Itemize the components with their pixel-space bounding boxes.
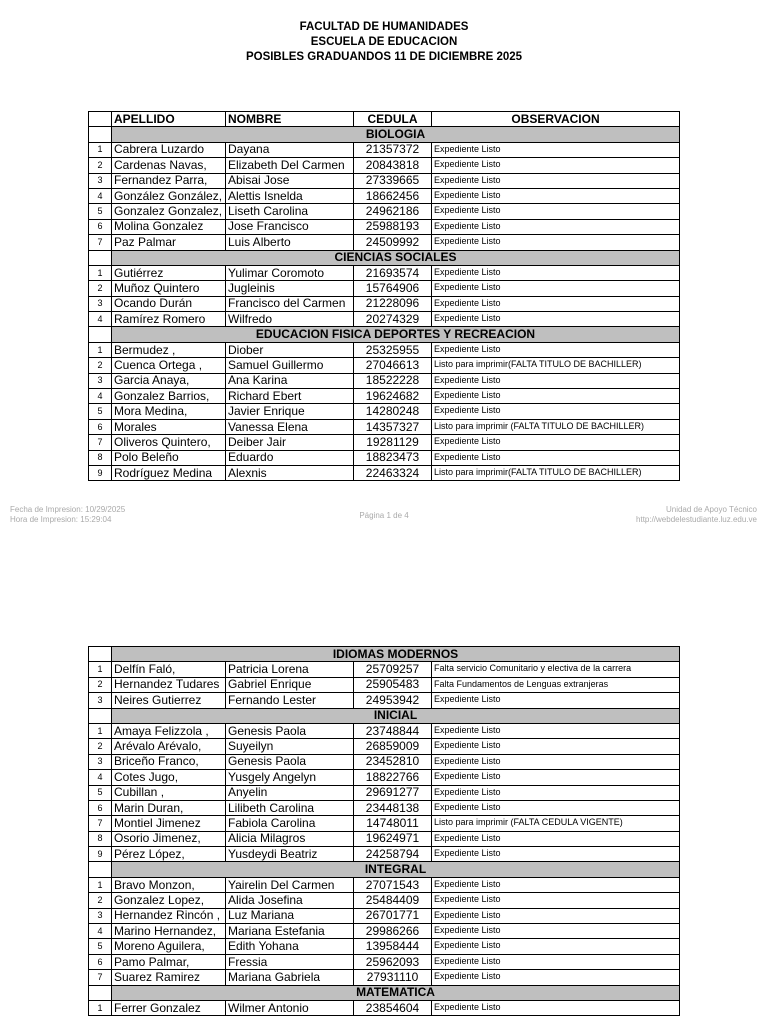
section-number-cell bbox=[89, 647, 112, 662]
cedula-cell: 27931110 bbox=[354, 970, 432, 985]
faculty-title: FACULTAD DE HUMANIDADES bbox=[299, 21, 469, 33]
row-number: 4 bbox=[89, 389, 112, 404]
nombre-cell: Ana Karina bbox=[226, 373, 354, 388]
nombre-cell: Suyeilyn bbox=[226, 739, 354, 754]
apellido-cell: Marin Duran, bbox=[112, 800, 226, 815]
cedula-cell: 23748844 bbox=[354, 723, 432, 738]
graduates-title: POSIBLES GRADUANDOS 11 DE DICIEMBRE 2025 bbox=[245, 51, 523, 63]
apellido-cell: Paz Palmar bbox=[112, 235, 226, 250]
nombre-header: NOMBRE bbox=[226, 112, 354, 127]
nombre-cell: Samuel Guillermo bbox=[226, 358, 354, 373]
row-number: 1 bbox=[89, 662, 112, 677]
row-number: 3 bbox=[89, 296, 112, 311]
observacion-cell: Expediente Listo bbox=[432, 158, 680, 173]
row-number: 9 bbox=[89, 465, 112, 480]
observacion-cell: Expediente Listo bbox=[432, 770, 680, 785]
apellido-cell: Molina Gonzalez bbox=[112, 219, 226, 234]
nombre-cell: Jose Francisco bbox=[226, 219, 354, 234]
apellido-cell: Pamo Palmar, bbox=[112, 954, 226, 969]
nombre-cell: Liseth Carolina bbox=[226, 204, 354, 219]
section-title: MATEMATICA bbox=[112, 985, 680, 1000]
apellido-header: APELLIDO bbox=[112, 112, 226, 127]
row-number: 7 bbox=[89, 970, 112, 985]
nombre-cell: Alida Josefina bbox=[226, 893, 354, 908]
cedula-cell: 29986266 bbox=[354, 924, 432, 939]
section-row bbox=[89, 985, 680, 1000]
row-number: 6 bbox=[89, 219, 112, 234]
cedula-cell: 14748011 bbox=[354, 816, 432, 831]
section-row bbox=[89, 250, 680, 265]
row-number: 5 bbox=[89, 785, 112, 800]
apellido-cell: Polo Beleño bbox=[112, 450, 226, 465]
observacion-cell: Expediente Listo bbox=[432, 435, 680, 450]
apellido-cell: Bravo Monzon, bbox=[112, 877, 226, 892]
table-row bbox=[89, 908, 680, 923]
section-title: INTEGRAL bbox=[112, 862, 680, 877]
row-number: 3 bbox=[89, 908, 112, 923]
section-number-cell bbox=[89, 862, 112, 877]
table-row bbox=[89, 142, 680, 157]
page-number: Página 1 de 4 bbox=[359, 511, 409, 520]
apellido-cell: Moreno Aguilera, bbox=[112, 939, 226, 954]
row-number: 2 bbox=[89, 158, 112, 173]
row-number: 3 bbox=[89, 173, 112, 188]
apellido-cell: Gutiérrez bbox=[112, 265, 226, 280]
observacion-cell: Expediente Listo bbox=[432, 877, 680, 892]
section-row bbox=[89, 327, 680, 342]
row-number: 7 bbox=[89, 435, 112, 450]
table-row bbox=[89, 662, 680, 677]
section-title: CIENCIAS SOCIALES bbox=[112, 250, 680, 265]
apellido-cell: Neires Gutierrez bbox=[112, 693, 226, 708]
row-number: 4 bbox=[89, 770, 112, 785]
table-row bbox=[89, 877, 680, 892]
section-row bbox=[89, 647, 680, 662]
row-number: 8 bbox=[89, 831, 112, 846]
table-row bbox=[89, 188, 680, 203]
cedula-cell: 19624682 bbox=[354, 389, 432, 404]
table-row bbox=[89, 235, 680, 250]
row-number: 1 bbox=[89, 142, 112, 157]
apellido-cell: Gonzalez Gonzalez, bbox=[112, 204, 226, 219]
table-row bbox=[89, 450, 680, 465]
cedula-cell: 26701771 bbox=[354, 908, 432, 923]
apellido-cell: Delfín Faló, bbox=[112, 662, 226, 677]
table-row bbox=[89, 924, 680, 939]
observacion-header: OBSERVACION bbox=[432, 112, 680, 127]
apellido-cell: Briceño Franco, bbox=[112, 754, 226, 769]
table-row bbox=[89, 693, 680, 708]
nombre-cell: Alexnis bbox=[226, 465, 354, 480]
row-number: 9 bbox=[89, 847, 112, 862]
apellido-cell: Garcia Anaya, bbox=[112, 373, 226, 388]
observacion-cell: Listo para imprimir (FALTA CEDULA VIGENTE) bbox=[432, 816, 680, 831]
table-row bbox=[89, 158, 680, 173]
support-url: http://webdelestudiante.luz.edu.ve bbox=[636, 515, 757, 524]
cedula-cell: 22463324 bbox=[354, 465, 432, 480]
support-unit: Unidad de Apoyo Técnico bbox=[665, 505, 757, 514]
cedula-cell: 23854604 bbox=[354, 1000, 432, 1015]
observacion-cell: Expediente Listo bbox=[432, 281, 680, 296]
table-row bbox=[89, 373, 680, 388]
nombre-cell: Wilmer Antonio bbox=[226, 1000, 354, 1015]
apellido-cell: Amaya Felizzola , bbox=[112, 723, 226, 738]
table-row bbox=[89, 785, 680, 800]
cedula-cell: 21228096 bbox=[354, 296, 432, 311]
nombre-cell: Fabiola Carolina bbox=[226, 816, 354, 831]
section-row bbox=[89, 127, 680, 142]
table-row bbox=[89, 1000, 680, 1015]
cedula-cell: 27339665 bbox=[354, 173, 432, 188]
nombre-cell: Alicia Milagros bbox=[226, 831, 354, 846]
section-row bbox=[89, 708, 680, 723]
row-number: 1 bbox=[89, 1000, 112, 1015]
apellido-cell: Suarez Ramirez bbox=[112, 970, 226, 985]
table-row bbox=[89, 435, 680, 450]
row-number: 2 bbox=[89, 358, 112, 373]
observacion-cell: Expediente Listo bbox=[432, 342, 680, 357]
observacion-cell: Expediente Listo bbox=[432, 847, 680, 862]
nombre-cell: Mariana Estefania bbox=[226, 924, 354, 939]
row-number: 8 bbox=[89, 450, 112, 465]
nombre-cell: Diober bbox=[226, 342, 354, 357]
cedula-cell: 19624971 bbox=[354, 831, 432, 846]
graduates-table-page-1 bbox=[88, 111, 680, 481]
observacion-cell: Expediente Listo bbox=[432, 908, 680, 923]
observacion-cell: Expediente Listo bbox=[432, 265, 680, 280]
observacion-cell: Expediente Listo bbox=[432, 800, 680, 815]
table-row bbox=[89, 800, 680, 815]
cedula-cell: 18662456 bbox=[354, 188, 432, 203]
nombre-cell: Fressia bbox=[226, 954, 354, 969]
apellido-cell: Hernandez Rincón , bbox=[112, 908, 226, 923]
table-row bbox=[89, 173, 680, 188]
table-row bbox=[89, 847, 680, 862]
cedula-cell: 21357372 bbox=[354, 142, 432, 157]
observacion-cell: Falta Fundamentos de Lenguas extranjeras bbox=[432, 677, 680, 692]
cedula-cell: 23448138 bbox=[354, 800, 432, 815]
apellido-cell: Cuenca Ortega , bbox=[112, 358, 226, 373]
apellido-cell: Ramírez Romero bbox=[112, 312, 226, 327]
observacion-cell: Expediente Listo bbox=[432, 939, 680, 954]
nombre-cell: Deiber Jair bbox=[226, 435, 354, 450]
nombre-cell: Jugleinis bbox=[226, 281, 354, 296]
apellido-cell: Rodríguez Medina bbox=[112, 465, 226, 480]
apellido-cell: Cotes Jugo, bbox=[112, 770, 226, 785]
row-number: 5 bbox=[89, 204, 112, 219]
nombre-cell: Wilfredo bbox=[226, 312, 354, 327]
observacion-cell: Expediente Listo bbox=[432, 924, 680, 939]
cedula-cell: 24953942 bbox=[354, 693, 432, 708]
table-row bbox=[89, 970, 680, 985]
row-number: 2 bbox=[89, 281, 112, 296]
table-row bbox=[89, 816, 680, 831]
table-row bbox=[89, 342, 680, 357]
table-row bbox=[89, 312, 680, 327]
graduates-table-page-2 bbox=[88, 646, 680, 1016]
apellido-cell: Arévalo Arévalo, bbox=[112, 739, 226, 754]
nombre-cell: Javier Enrique bbox=[226, 404, 354, 419]
observacion-cell: Listo para imprimir(FALTA TITULO DE BACHILLER) bbox=[432, 358, 680, 373]
cedula-cell: 14357327 bbox=[354, 419, 432, 434]
cedula-cell: 25905483 bbox=[354, 677, 432, 692]
apellido-cell: Cabrera Luzardo bbox=[112, 142, 226, 157]
cedula-cell: 20843818 bbox=[354, 158, 432, 173]
nombre-cell: Elizabeth Del Carmen bbox=[226, 158, 354, 173]
apellido-cell: González González, bbox=[112, 188, 226, 203]
table-body bbox=[89, 647, 680, 1016]
observacion-cell: Falta servicio Comunitario y electiva de la carrera bbox=[432, 662, 680, 677]
table-body bbox=[89, 127, 680, 481]
table-row bbox=[89, 281, 680, 296]
section-title: INICIAL bbox=[112, 708, 680, 723]
observacion-cell: Expediente Listo bbox=[432, 693, 680, 708]
cedula-cell: 29691277 bbox=[354, 785, 432, 800]
table-row bbox=[89, 754, 680, 769]
cedula-cell: 25988193 bbox=[354, 219, 432, 234]
apellido-cell: Ferrer Gonzalez bbox=[112, 1000, 226, 1015]
row-number: 1 bbox=[89, 723, 112, 738]
table-row bbox=[89, 219, 680, 234]
apellido-cell: Bermudez , bbox=[112, 342, 226, 357]
observacion-cell: Expediente Listo bbox=[432, 785, 680, 800]
cedula-cell: 25325955 bbox=[354, 342, 432, 357]
row-number: 3 bbox=[89, 754, 112, 769]
row-number: 6 bbox=[89, 419, 112, 434]
observacion-cell: Expediente Listo bbox=[432, 296, 680, 311]
cedula-cell: 24258794 bbox=[354, 847, 432, 862]
nombre-cell: Mariana Gabriela bbox=[226, 970, 354, 985]
observacion-cell: Listo para imprimir(FALTA TITULO DE BACHILLER) bbox=[432, 465, 680, 480]
cedula-cell: 13958444 bbox=[354, 939, 432, 954]
observacion-cell: Expediente Listo bbox=[432, 893, 680, 908]
observacion-cell: Expediente Listo bbox=[432, 450, 680, 465]
observacion-cell: Expediente Listo bbox=[432, 954, 680, 969]
section-title: BIOLOGIA bbox=[112, 127, 680, 142]
apellido-cell: Fernandez Parra, bbox=[112, 173, 226, 188]
section-number-cell bbox=[89, 127, 112, 142]
observacion-cell: Expediente Listo bbox=[432, 373, 680, 388]
observacion-cell: Expediente Listo bbox=[432, 142, 680, 157]
number-header bbox=[89, 112, 112, 127]
nombre-cell: Luis Alberto bbox=[226, 235, 354, 250]
row-number: 4 bbox=[89, 312, 112, 327]
section-title: IDIOMAS MODERNOS bbox=[112, 647, 680, 662]
nombre-cell: Alettis Isnelda bbox=[226, 188, 354, 203]
cedula-cell: 15764906 bbox=[354, 281, 432, 296]
apellido-cell: Cardenas Navas, bbox=[112, 158, 226, 173]
row-number: 2 bbox=[89, 739, 112, 754]
row-number: 7 bbox=[89, 816, 112, 831]
row-number: 2 bbox=[89, 893, 112, 908]
cedula-cell: 27071543 bbox=[354, 877, 432, 892]
cedula-cell: 19281129 bbox=[354, 435, 432, 450]
observacion-cell: Expediente Listo bbox=[432, 312, 680, 327]
nombre-cell: Luz Mariana bbox=[226, 908, 354, 923]
observacion-cell: Expediente Listo bbox=[432, 188, 680, 203]
cedula-cell: 18522228 bbox=[354, 373, 432, 388]
observacion-cell: Expediente Listo bbox=[432, 754, 680, 769]
nombre-cell: Dayana bbox=[226, 142, 354, 157]
apellido-cell: Montiel Jimenez bbox=[112, 816, 226, 831]
section-number-cell bbox=[89, 327, 112, 342]
print-date: Fecha de Impresion: 10/29/2025 bbox=[10, 505, 126, 514]
section-title: EDUCACION FISICA DEPORTES Y RECREACION bbox=[112, 327, 680, 342]
table-row bbox=[89, 831, 680, 846]
cedula-cell: 18823473 bbox=[354, 450, 432, 465]
observacion-cell: Expediente Listo bbox=[432, 204, 680, 219]
column-header-row bbox=[89, 112, 680, 127]
section-number-cell bbox=[89, 708, 112, 723]
table-row bbox=[89, 265, 680, 280]
cedula-cell: 20274329 bbox=[354, 312, 432, 327]
cedula-cell: 25709257 bbox=[354, 662, 432, 677]
row-number: 3 bbox=[89, 693, 112, 708]
table-row bbox=[89, 770, 680, 785]
document-header bbox=[0, 20, 768, 65]
nombre-cell: Eduardo bbox=[226, 450, 354, 465]
apellido-cell: Mora Medina, bbox=[112, 404, 226, 419]
table-row bbox=[89, 296, 680, 311]
apellido-cell: Pérez López, bbox=[112, 847, 226, 862]
cedula-cell: 23452810 bbox=[354, 754, 432, 769]
table-row bbox=[89, 954, 680, 969]
row-number: 1 bbox=[89, 342, 112, 357]
table-row bbox=[89, 739, 680, 754]
nombre-cell: Genesis Paola bbox=[226, 754, 354, 769]
row-number: 2 bbox=[89, 677, 112, 692]
apellido-cell: Ocando Durán bbox=[112, 296, 226, 311]
cedula-cell: 26859009 bbox=[354, 739, 432, 754]
row-number: 5 bbox=[89, 939, 112, 954]
observacion-cell: Expediente Listo bbox=[432, 1000, 680, 1015]
nombre-cell: Fernando Lester bbox=[226, 693, 354, 708]
apellido-cell: Gonzalez Lopez, bbox=[112, 893, 226, 908]
nombre-cell: Vanessa Elena bbox=[226, 419, 354, 434]
row-number: 4 bbox=[89, 188, 112, 203]
table-row bbox=[89, 677, 680, 692]
apellido-cell: Muñoz Quintero bbox=[112, 281, 226, 296]
nombre-cell: Abisai Jose bbox=[226, 173, 354, 188]
cedula-cell: 18822766 bbox=[354, 770, 432, 785]
table-row bbox=[89, 465, 680, 480]
table-row bbox=[89, 723, 680, 738]
row-number: 3 bbox=[89, 373, 112, 388]
observacion-cell: Expediente Listo bbox=[432, 970, 680, 985]
observacion-cell: Expediente Listo bbox=[432, 219, 680, 234]
section-number-cell bbox=[89, 250, 112, 265]
nombre-cell: Genesis Paola bbox=[226, 723, 354, 738]
section-row bbox=[89, 862, 680, 877]
observacion-cell: Expediente Listo bbox=[432, 173, 680, 188]
cedula-cell: 24962186 bbox=[354, 204, 432, 219]
nombre-cell: Edith Yohana bbox=[226, 939, 354, 954]
nombre-cell: Yairelin Del Carmen bbox=[226, 877, 354, 892]
observacion-cell: Listo para imprimir (FALTA TITULO DE BACHILLER) bbox=[432, 419, 680, 434]
apellido-cell: Oliveros Quintero, bbox=[112, 435, 226, 450]
table-row bbox=[89, 893, 680, 908]
observacion-cell: Expediente Listo bbox=[432, 831, 680, 846]
apellido-cell: Cubillan , bbox=[112, 785, 226, 800]
row-number: 7 bbox=[89, 235, 112, 250]
cedula-cell: 25484409 bbox=[354, 893, 432, 908]
cedula-cell: 21693574 bbox=[354, 265, 432, 280]
nombre-cell: Patricia Lorena bbox=[226, 662, 354, 677]
row-number: 6 bbox=[89, 954, 112, 969]
apellido-cell: Marino Hernandez, bbox=[112, 924, 226, 939]
observacion-cell: Expediente Listo bbox=[432, 404, 680, 419]
row-number: 4 bbox=[89, 924, 112, 939]
nombre-cell: Francisco del Carmen bbox=[226, 296, 354, 311]
apellido-cell: Hernandez Tudares bbox=[112, 677, 226, 692]
apellido-cell: Gonzalez Barrios, bbox=[112, 389, 226, 404]
nombre-cell: Yulimar Coromoto bbox=[226, 265, 354, 280]
row-number: 1 bbox=[89, 265, 112, 280]
cedula-cell: 14280248 bbox=[354, 404, 432, 419]
cedula-cell: 24509992 bbox=[354, 235, 432, 250]
table-row bbox=[89, 939, 680, 954]
school-title: ESCUELA DE EDUCACION bbox=[310, 36, 458, 48]
nombre-cell: Gabriel Enrique bbox=[226, 677, 354, 692]
apellido-cell: Osorio Jimenez, bbox=[112, 831, 226, 846]
table-row bbox=[89, 358, 680, 373]
print-time: Hora de Impresion: 15:29:04 bbox=[10, 515, 112, 524]
table-row bbox=[89, 389, 680, 404]
nombre-cell: Richard Ebert bbox=[226, 389, 354, 404]
row-number: 1 bbox=[89, 877, 112, 892]
nombre-cell: Yusgely Angelyn bbox=[226, 770, 354, 785]
cedula-cell: 25962093 bbox=[354, 954, 432, 969]
row-number: 6 bbox=[89, 800, 112, 815]
section-number-cell bbox=[89, 985, 112, 1000]
nombre-cell: Yusdeydi Beatriz bbox=[226, 847, 354, 862]
table-row bbox=[89, 404, 680, 419]
table-row bbox=[89, 419, 680, 434]
observacion-cell: Expediente Listo bbox=[432, 235, 680, 250]
apellido-cell: Morales bbox=[112, 419, 226, 434]
table-row bbox=[89, 204, 680, 219]
support-info bbox=[636, 505, 757, 525]
cedula-header: CEDULA bbox=[354, 112, 432, 127]
nombre-cell: Anyelin bbox=[226, 785, 354, 800]
cedula-cell: 27046613 bbox=[354, 358, 432, 373]
observacion-cell: Expediente Listo bbox=[432, 723, 680, 738]
observacion-cell: Expediente Listo bbox=[432, 389, 680, 404]
row-number: 5 bbox=[89, 404, 112, 419]
observacion-cell: Expediente Listo bbox=[432, 739, 680, 754]
nombre-cell: Lilibeth Carolina bbox=[226, 800, 354, 815]
